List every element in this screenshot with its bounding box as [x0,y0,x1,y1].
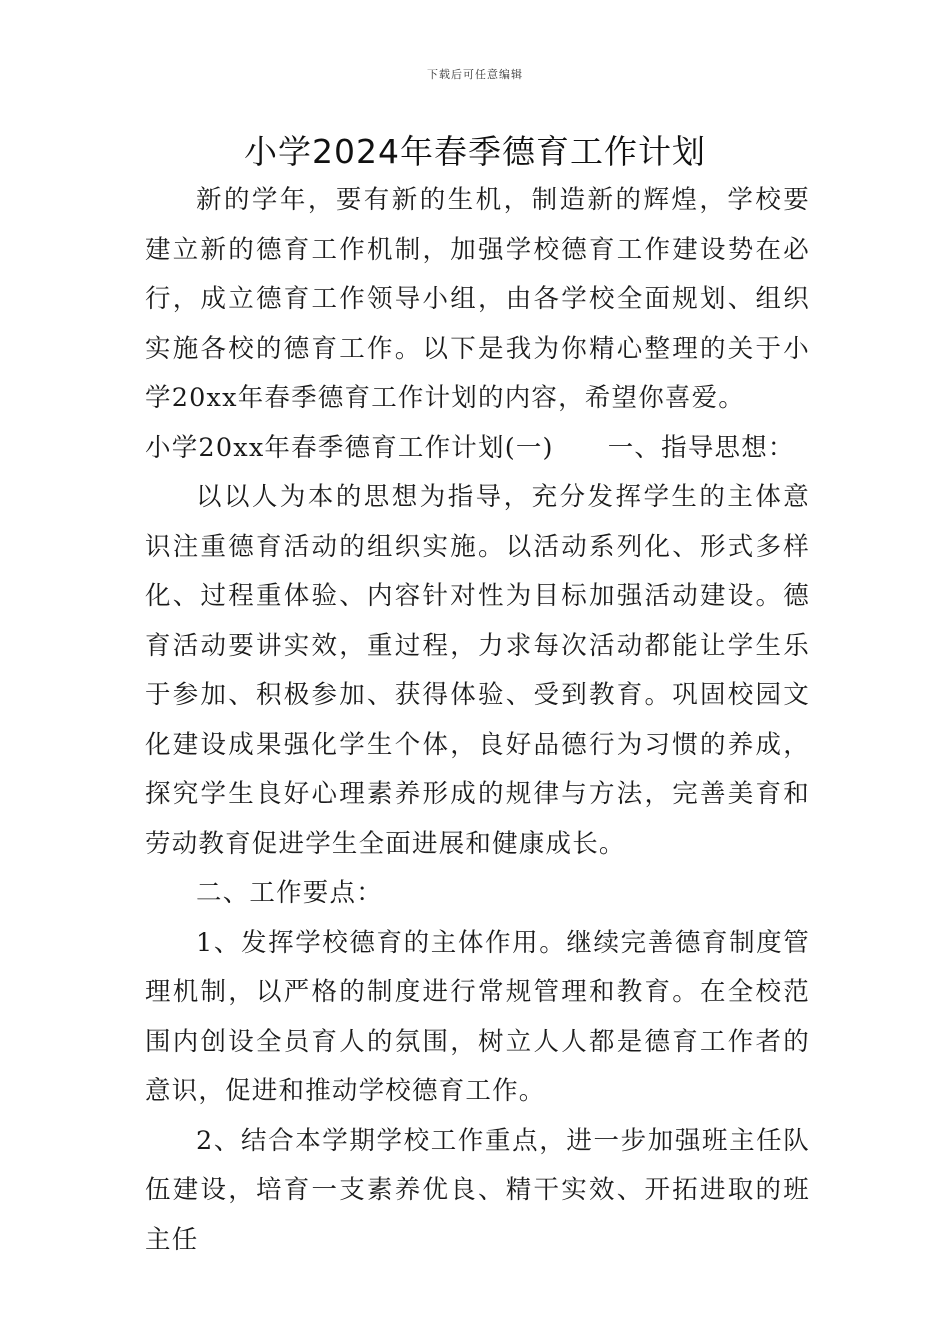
section-heading: 一、指导思想： [607,432,795,463]
points-heading: 二、工作要点： [196,878,383,908]
guiding-paragraph: 以以人为本的思想为指导，充分发挥学生的主体意识注重德育活动的组织实施。以活动系列化、形式多样化、过程重体验、内容针对性为目标加强活动建设。德育活动要讲实效，重过程，力求每次活动都能让学生乐于参加、积极参加、获得体验、受到教育。巩固校园文化建设成果强化学生个体，良好品德行为习惯的养成，探究学生良好心理素养形成的规律与方法，完善美育和劳动教育促进学生全面进展和健康成长。 [145,482,810,859]
section-title: 小学20xx年春季德育工作计划(一) [145,432,554,463]
section-title-line [145,424,810,474]
document-body [145,176,810,1265]
point-1-paragraph: 1、发挥学校德育的主体作用。继续完善德育制度管理机制，以严格的制度进行常规管理和教育。在全校范围内创设全员育人的氛围，树立人人都是德育工作者的意识，促进和推动学校德育工作。 [145,927,810,1106]
intro-paragraph: 新的学年，要有新的生机，制造新的辉煌，学校要建立新的德育工作机制，加强学校德育工作建设势在必行，成立德育工作领导小组，由各学校全面规划、组织实施各校的德育工作。以下是我为你精心整理的关于小学20xx年春季德育工作计划的内容，希望你喜爱。 [145,185,810,413]
point-2-paragraph: 2、结合本学期学校工作重点，进一步加强班主任队伍建设，培育一支素养优良、精干实效、开拓进取的班主任 [145,1125,810,1255]
page-title: 小学2024年春季德育工作计划 [244,132,706,171]
header-note: 下载后可任意编辑 [427,68,523,81]
